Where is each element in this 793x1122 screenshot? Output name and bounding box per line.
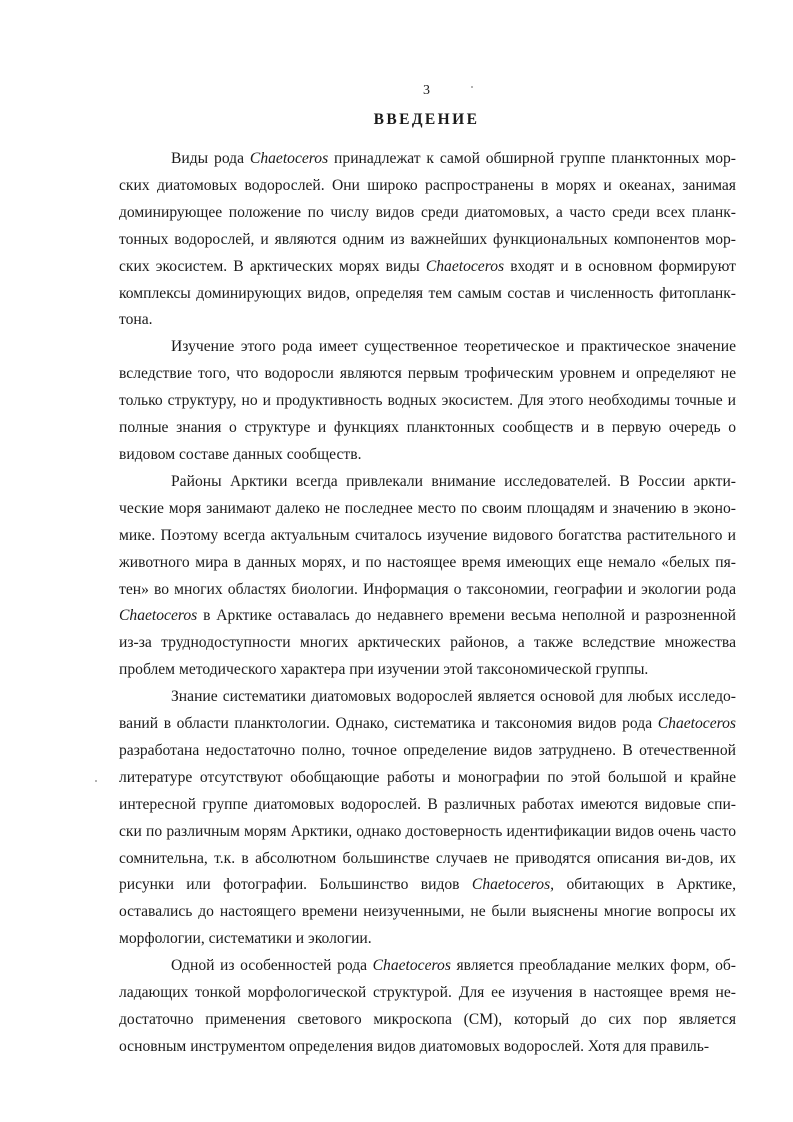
- page-number: 3: [423, 83, 430, 98]
- body-text: [119, 146, 736, 1061]
- scan-speck: [95, 780, 97, 782]
- italic-genus-name: Chaetoceros: [657, 715, 736, 733]
- paragraph-3: Районы Арктики всегда привлекали внимание исследователей. В России аркти-ческие моря занимают далеко не последнее место по своим площадям и значению в эконо-мике. Поэтому всегда актуальным считалось изучение видового богатства растительного и животного мира в данных морях, и по настоящее время имеющих еще немало «белых пя-тен» во многих областях биологии. Информация о таксономии, географии и экологии рода Chaetoceros в Арктике оставалась до недавнего времени весьма неполной и разрозненной из-за труднодоступности многих арктических районов, а также вследствие множества проблем методического характера при изучении этой таксономической группы.: [119, 472, 736, 679]
- paragraph-2: Изучение этого рода имеет существенное теоретическое и практическое значение вследствие того, что водоросли являются первым трофическим уровнем и определяют не только структуру, но и продуктивность водных экосистем. Для этого необходимы точные и полные знания о структуре и функциях планктонных сообществ и в первую очередь о видовом составе данных сообществ.: [119, 338, 736, 463]
- paragraph-1: Виды рода Chaetoceros принадлежат к самой обширной группе планктонных мор-ских диатомовых водорослей. Они широко распространены в морях и океанах, занимая доминирующее положение по числу видов среди диатомовых, а часто среди всех планк-тонных водорослей, и являются одним из важнейших функциональных компонентов мор-ских экосистем. В арктических морях виды Chaetoceros входят и в основном формируют комплексы доминирующих видов, определяя тем самым состав и численность фитопланк-тона.: [119, 150, 736, 329]
- italic-genus-name: Chaetoceros,: [471, 876, 555, 894]
- paragraph-5: Одной из особенностей рода Chaetoceros является преобладание мелких форм, об-ладающих тонкой морфологической структурой. Для ее изучения в настоящее время не-достаточно применения светового микроскопа (СМ), который до сих пор является основным инструментом определения видов диатомовых водорослей. Хотя для правиль-: [119, 957, 736, 1055]
- italic-genus-name: Chaetoceros: [372, 957, 451, 975]
- section-heading: ВВЕДЕНИЕ: [373, 111, 480, 128]
- italic-genus-name: Chaetoceros: [119, 607, 198, 625]
- italic-genus-name: Chaetoceros: [425, 257, 505, 275]
- paragraph-4: Знание систематики диатомовых водорослей является основой для любых исследо-ваний в области планктологии. Однако, систематика и таксономия видов рода Chaetoceros разработана недостаточно полно, точное определение видов затруднено. В отечественной литературе отсутствуют обобщающие работы и монографии по этой большой и крайне интересной группе диатомовых водорослей. В различных работах имеются видовые спи-ски по различным морям Арктики, однако достоверность идентификации видов очень часто сомнительна, т.к. в абсолютном большинстве случаев не приводятся описания ви-дов, их рисунки или фотографии. Большинство видов Chaetoceros, обитающих в Арктике, оставались до настоящего времени неизученными, не были выяснены многие вопросы их морфологии, систематики и экологии.: [119, 688, 736, 948]
- italic-genus-name: Chaetoceros: [249, 150, 329, 167]
- scan-speck: [471, 86, 473, 88]
